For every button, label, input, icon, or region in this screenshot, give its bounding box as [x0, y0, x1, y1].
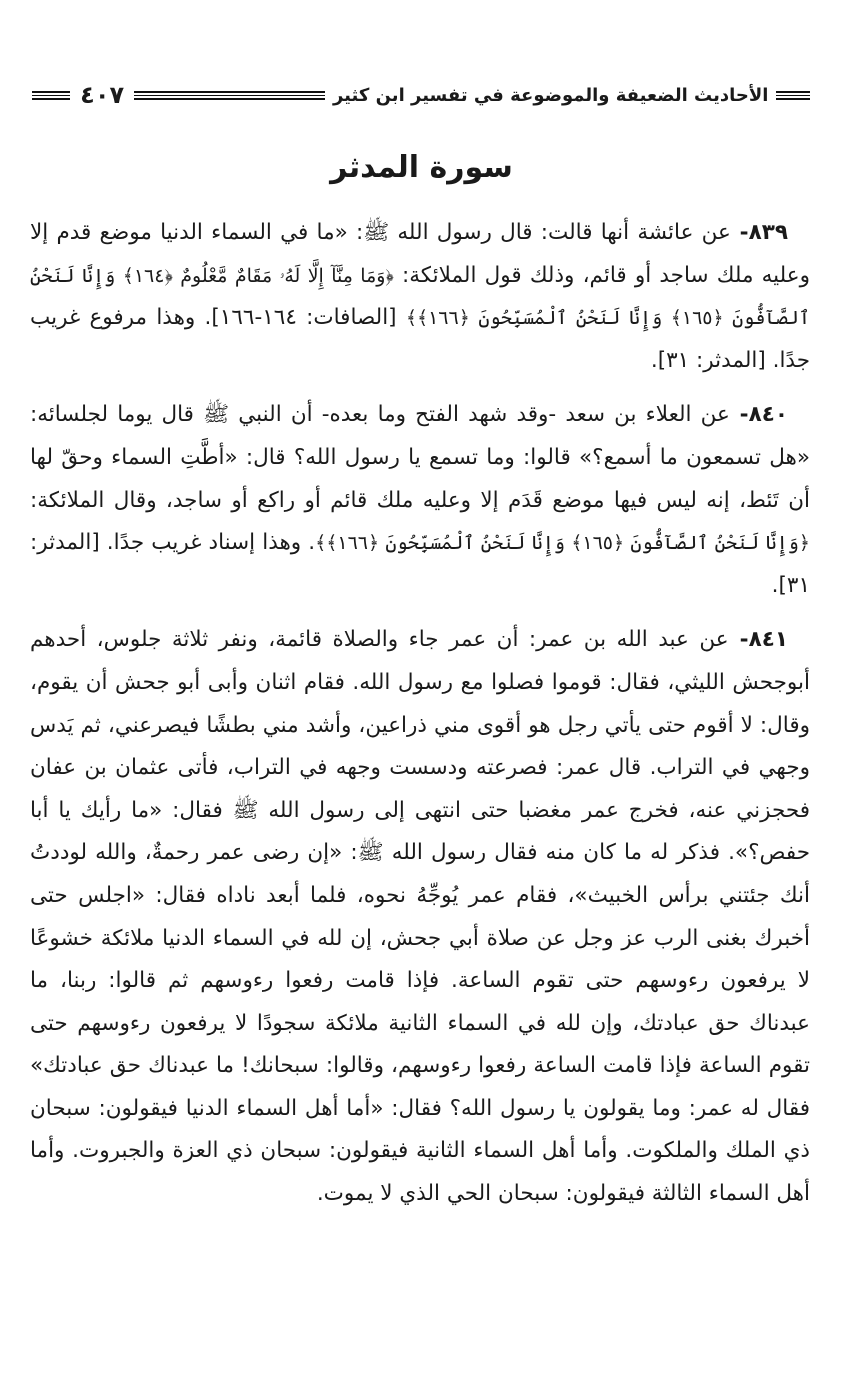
hadith-text: عن عائشة أنها قالت: قال رسول الله ﷺ: «ما في السماء الدنيا موضع قدم إلا وعليه ملك ساجد أو قائم، وذلك قول الملائكة: — [30, 220, 810, 288]
hadith-paragraph — [30, 619, 810, 1215]
header-rule-left — [32, 91, 70, 100]
main-text — [30, 212, 810, 1228]
hadith-separator: - — [728, 627, 749, 653]
header-rule-right — [776, 91, 810, 100]
hadith-separator: - — [729, 402, 749, 428]
hadith-text: عن عبد الله بن عمر: أن عمر جاء والصلاة قائمة، ونفر ثلاثة جلوس، أحدهم أبوجحش الليثي، فقال: قوموا فصلوا مع رسول الله. فقام اثنان وأبى أبو جحش أن يقوم، وقال: لا أقوم حتى يأتي رجل هو أقوى مني ذراعين، وأشد مني بطشًا فيصرعني، ثم يَدس وجهي في التراب. قال عمر: فصرعته ودسست وجهه في التراب، فأتى عثمان بن عفان فحجزني عنه، فخرج عمر مغضبا حتى انتهى إلى رسول الله ﷺ فقال: «ما رأيك يا أبا حفص؟». فذكر له ما كان منه فقال رسول الله ﷺ: «إن رضى عمر رحمةٌ، والله لوددتُ أنك جئتني برأس الخبيث»، فقام عمر يُوجِّهُ نحوه، فلما أبعد ناداه فقال: «اجلس حتى أخبرك بغنى الرب عز وجل عن صلاة أبي جحش، إن لله في السماء الدنيا ملائكة خشوعًا لا يرفعون رءوسهم حتى تقوم الساعة. فإذا قامت رفعوا رءوسهم ثم قالوا: ربنا، ما عبدناك حق عبادتك، وإن لله في السماء الثانية ملائكة سجودًا لا يرفعون رءوسهم حتى تقوم الساعة فإذا قامت الساعة رفعوا رءوسهم، وقالوا: سبحانك! ما عبدناك حق عبادتك» فقال له عمر: وما يقولون يا رسول الله؟ فقال: «أما أهل السماء الدنيا فيقولون: سبحان ذي الملك والملكوت. وأما أهل السماء الثانية فيقولون: سبحان ذي العزة والجبروت. وأما أهل السماء الثالثة فيقولون: سبحان الحي الذي لا يموت. — [30, 627, 810, 1207]
hadith-paragraph — [30, 212, 810, 382]
hadith-tail: [الصافات: ١٦٤-١٦٦]. وهذا مرفوع غريب جدًا. [المدثر: ٣١]. — [30, 305, 810, 373]
hadith-paragraph — [30, 394, 810, 607]
surah-title: سورة المدثر — [330, 150, 513, 185]
page-number: ٤٠٧ — [80, 81, 125, 109]
header-rule-middle — [134, 91, 325, 100]
book-title: الأحاديث الضعيفة والموضوعة في تفسير ابن كثير — [332, 84, 769, 106]
hadith-separator: - — [730, 220, 749, 245]
hadith-tail: . وهذا إسناد غريب جدًا. [المدثر: ٣١]. — [30, 530, 810, 598]
hadith-number: ٨٣٩ — [748, 220, 788, 245]
quran-verse: ﴿وَإِنَّا لَنَحْنُ ٱلصَّآفُّونَ ﴿١٦٥﴾ وَإِنَّا لَنَحْنُ ٱلْمُسَبِّحُونَ ﴿١٦٦﴾﴾ — [315, 532, 810, 555]
hadith-number: ٨٤٠ — [748, 402, 788, 428]
hadith-text: عن العلاء بن سعد -وقد شهد الفتح وما بعده- أن النبي ﷺ قال يوما لجلسائه: «هل تسمعون ما أسمع؟» قالوا: وما تسمع يا رسول الله؟ قال: «أطَّتِ السماء وحقّ لها أن تَئط، إنه ليس فيها موضع قَدَم إلا وعليه ملك قائم أو راكع أو ساجد، وقال الملائكة: — [30, 402, 810, 513]
running-header — [32, 78, 810, 112]
quran-verse: ﴿وَمَا مِنَّآ إِلَّا لَهُۥ مَقَامٌ مَّعْلُومٌ ﴿١٦٤﴾ وَإِنَّا لَنَحْنُ ٱلصَّآفُّونَ ﴿١٦٥﴾ وَإِنَّا لَنَحْنُ ٱلْمُسَبِّحُونَ ﴿١٦٦﴾﴾ — [30, 264, 811, 330]
hadith-number: ٨٤١ — [748, 627, 788, 653]
